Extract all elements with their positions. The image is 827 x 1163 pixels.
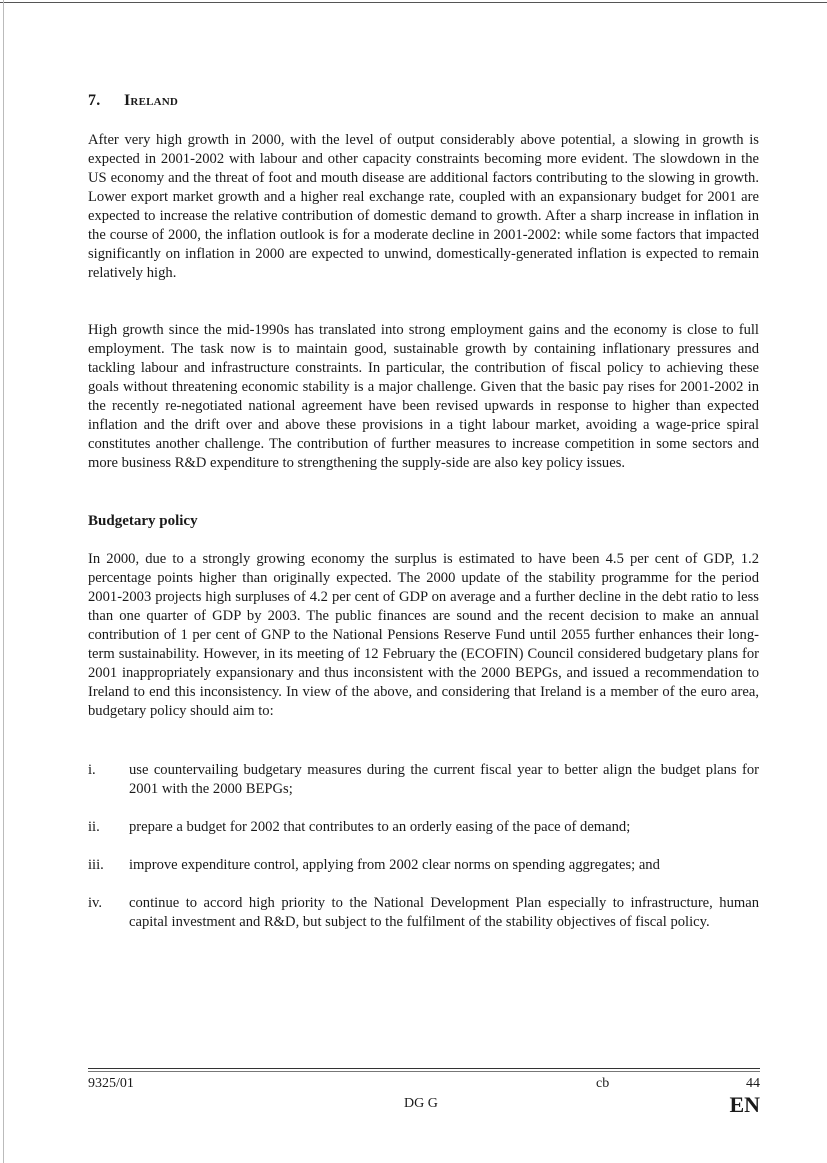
subheading-budgetary-policy: Budgetary policy <box>88 513 198 529</box>
list-marker: i. <box>88 762 96 778</box>
list-item-text: improve expenditure control, applying from 2002 clear norms on spending aggregates; and <box>129 857 660 873</box>
paragraph-budgetary: In 2000, due to a strongly growing economy the surplus is estimated to have been 4.5 per cent of GDP, 1.2 percentage points higher than originally expected. The 2000 update of the stability programme for the period 2001-2003 projects high surpluses of 4.2 per cent of GDP on average and a further decline in the debt ratio to less than one quarter of GDP by 2003. The public finances are sound and the recent decision to make an annual contribution of 1 per cent of GNP to the National Pensions Reserve Fund until 2055 further enhances their long-term sustainability. However, in its meeting of 12 February the (ECOFIN) Council considered budgetary plans for 2001 inappropriately expansionary and thus inconsistent with the 2000 BEPGs, and issued a recommendation to Ireland to end this inconsistency. In view of the above, and considering that Ireland is a member of the euro area, budgetary policy should aim to: <box>88 551 759 719</box>
section-heading <box>88 92 178 110</box>
list-item-text: use countervailing budgetary measures during the current fiscal year to better align the budget plans for 2001 with the 2000 BEPGs; <box>129 762 759 797</box>
scan-left-edge <box>3 0 4 1163</box>
footer-divider-secondary <box>88 1071 760 1072</box>
list-marker: iv. <box>88 895 103 911</box>
language-code: EN <box>729 1092 760 1117</box>
footer-divider <box>88 1068 760 1069</box>
section-title: Ireland <box>124 92 179 109</box>
paragraph-outlook: After very high growth in 2000, with the level of output considerably above potential, a slowing in growth is expected in 2001-2002 with labour and other capacity constraints becoming more evident. The slowdown in the US economy and the threat of foot and mouth disease are additional factors contributing to the slowing in growth. Lower export market growth and a higher real exchange rate, coupled with an expansionary budget for 2001 are expected to increase the relative contribution of domestic demand to growth. After a sharp increase in inflation in the course of 2000, the inflation outlook is for a moderate decline in 2001-2002: while some factors that impacted significantly on inflation in 2000 are expected to unwind, domestically-generated inflation is expected to remain relatively high. <box>88 132 759 281</box>
list-marker: iii. <box>88 857 104 873</box>
list-item-text: continue to accord high priority to the National Development Plan especially to infrastructure, human capital investment and R&D, but subject to the fulfilment of the stability objectives of fiscal policy. <box>129 895 759 930</box>
author-initials: cb <box>596 1076 610 1091</box>
paragraph-employment: High growth since the mid-1990s has translated into strong employment gains and the economy is close to full employment. The task now is to maintain good, sustainable growth by containing inflationary pressures and tackling labour and infrastructure constraints. In particular, the contribution of fiscal policy to achieving these goals without threatening economic stability is a major challenge. Given that the basic pay rises for 2001-2002 in the recently re-negotiated national agreement have been revised upwards in response to higher than expected inflation and the drift over and above these provisions in a tight labour market, avoiding a wage-price spiral constitutes another challenge. The contribution of further measures to increase competition in some sectors and more business R&D expenditure to strengthening the supply-side are also key policy issues. <box>88 322 759 471</box>
directorate-label: DG G <box>404 1096 438 1111</box>
page-number: 44 <box>746 1076 760 1091</box>
document-reference: 9325/01 <box>88 1076 134 1091</box>
top-border-line <box>0 2 827 3</box>
list-item-text: prepare a budget for 2002 that contributes to an orderly easing of the pace of demand; <box>129 819 631 835</box>
list-marker: ii. <box>88 819 100 835</box>
section-number: 7. <box>88 92 101 109</box>
